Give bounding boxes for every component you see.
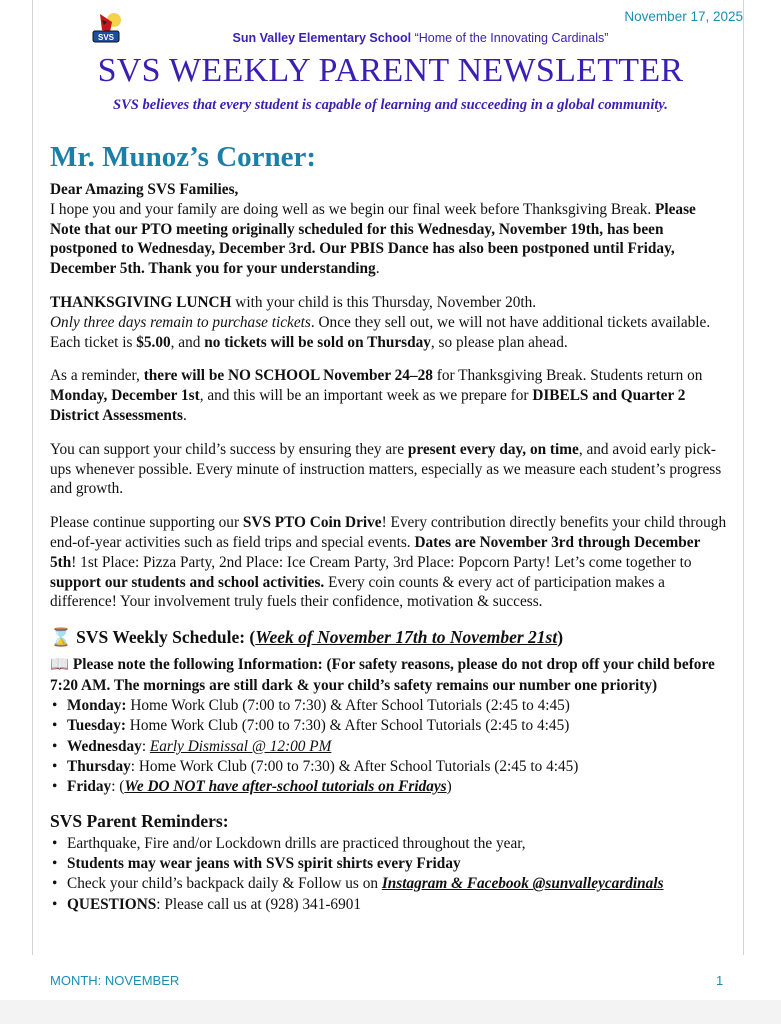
page-number: 1 [716,973,724,988]
newsletter-date: November 17, 2025 [624,9,743,24]
text-run: for Thanksgiving Break. Students return on [432,367,703,385]
text-run: QUESTIONS [67,895,157,913]
text-run: Monday: [67,697,127,715]
schedule-heading-end: ) [557,627,564,648]
text-run: Only three days remain to purchase tickets [50,313,311,331]
text-run: support our students and school activities. [50,573,325,591]
text-run: Dates are November 3rd through December 5th [50,533,701,571]
text-run: Every coin counts & every act of participation makes a difference! Your involvement truly fuels their confidence, motivation & success. [50,573,665,611]
reminder-item [67,874,730,894]
text-run: Home Work Club (7:00 to 7:30) & After School Tutorials (2:45 to 4:45) [126,697,570,715]
text-run: Please note the following Information [72,656,318,674]
newsletter-body [50,140,730,925]
text-run: $5.00 [136,333,171,351]
text-run: , and this will be an important week as we prepare for [199,387,533,405]
reminder-item [67,834,730,854]
text-run: You can support your child’s success by ensuring they are [50,440,408,458]
text-run: Monday, December 1st [50,387,200,405]
text-run: ! Every contribution directly benefits your child through end-of-year activities such as field trips and special events. [50,514,727,551]
text-run: Check your child’s backpack daily & Follow us on [67,875,382,893]
schedule-list [50,696,730,797]
reminder-item [67,895,730,915]
text-run: , and avoid early pick-ups whenever possible. Every minute of instruction matters, especially as we measure each student’s progress and growth. [50,440,722,498]
page-left-border [32,0,33,955]
corner-paragraph [50,293,730,352]
school-name: Sun Valley Elementary School [232,31,412,45]
reminders-list [50,834,730,915]
text-run: . [182,406,187,424]
schedule-item [67,716,730,736]
text-link[interactable]: Instagram & Facebook @sunvalleycardinals [381,875,664,893]
schedule-note [50,654,730,696]
tagline: SVS believes that every student is capable of learning and succeeding in a global community. [113,97,668,113]
corner-section [50,180,730,612]
schedule-heading-text: SVS Weekly Schedule: ( [76,627,256,648]
corner-heading: Mr. Munoz’s Corner: [50,141,317,173]
text-run: . Once they sell out, we will not have additional tickets available. Each ticket is [50,313,711,351]
text-run: Students may wear jeans with SVS spirit shirts every Friday [67,854,461,872]
school-line [0,31,781,45]
corner-paragraph [50,513,730,612]
schedule-item [67,777,730,797]
text-run: As a reminder, [50,367,144,385]
schedule-item [67,696,730,716]
hourglass-icon: ⌛ [50,627,72,648]
text-run: : ( [111,778,125,796]
text-run: ) [446,778,452,796]
text-run: Please Note that our PTO meeting originally scheduled for this Wednesday, November 19th, has been postponed to Wednesday, December 3rd. Our PBIS Dance has also been postponed until Friday, December 5th. Thank you for your understanding [50,200,696,278]
text-run: Wednesday [67,737,142,755]
text-run: Tuesday: [67,717,126,735]
corner-paragraph [50,180,730,279]
text-run: , and [170,333,205,351]
text-run: Home Work Club (7:00 to 7:30) & After School Tutorials (2:45 to 4:45) [125,717,570,735]
text-run: THANKSGIVING LUNCH [50,293,232,311]
text-run: Earthquake, Fire and/or Lockdown drills are practiced throughout the year, [67,834,526,852]
text-run: there will be NO SCHOOL November 24–28 [143,367,433,385]
text-run: with your child is [231,293,347,311]
svg-text:SVS: SVS [97,33,115,42]
corner-paragraph [50,366,730,425]
text-run: Dear Amazing SVS Families, [50,181,239,198]
text-run: . [375,260,380,278]
text-run: ! 1st Place: Pizza Party, 2nd Place: Ice Cream Party, 3rd Place: Popcorn Party! Let’s come together to [71,553,692,571]
text-run: Thursday [67,758,131,776]
page-bottom-band [0,1000,781,1024]
footer-month: MONTH: NOVEMBER [50,973,180,988]
newsletter-title: SVS WEEKLY PARENT NEWSLETTER [97,52,684,89]
schedule-week: Week of November 17th to November 21st [255,627,558,648]
text-link: We DO NOT have after-school tutorials on Fridays [124,778,447,796]
text-run: DIBELS and Quarter 2 District Assessments [50,387,686,424]
text-run: : Please call us at (928) 341-6901 [156,895,362,913]
page-right-border [743,0,744,955]
schedule-item [67,737,730,757]
schedule-heading [50,626,730,648]
text-run: . [532,293,537,311]
text-run: : [141,737,150,755]
text-run: present every day, on time [407,440,579,458]
school-motto: “Home of the Innovating Cardinals” [414,31,609,45]
text-run: I hope you and your family are doing well as we begin our final week before Thanksgiving Break. [50,200,656,218]
reminders-heading: SVS Parent Reminders: [50,810,229,831]
text-run: : (For safety reasons, please do not drop off your child before 7:20 AM. The mornings are still dark & your child’s safety remains our number one priority) [50,656,715,695]
text-link: Early Dismissal @ 12:00 PM [149,737,332,755]
text-run: Friday [67,778,112,796]
book-icon: 📖 [50,656,70,674]
reminder-item [67,854,730,874]
text-run: SVS PTO Coin Drive [242,514,382,532]
text-run: Please continue supporting our [50,514,243,532]
text-run: , so please plan ahead. [430,333,568,351]
text-run: this Thursday, November 20th [346,293,533,311]
corner-paragraph [50,440,730,499]
text-run: : Home Work Club (7:00 to 7:30) & After School Tutorials (2:45 to 4:45) [130,758,579,776]
text-run: no tickets will be sold on Thursday [204,333,431,351]
schedule-item [67,757,730,777]
